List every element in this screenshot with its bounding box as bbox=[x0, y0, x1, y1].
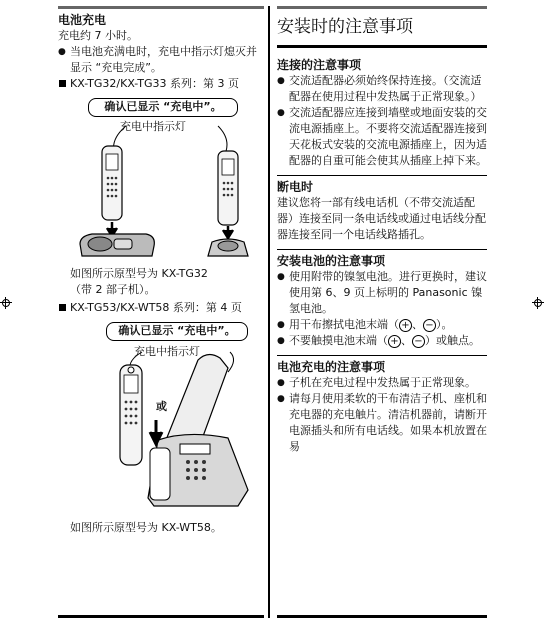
battery-charging-heading: 电池充电 bbox=[58, 13, 107, 27]
bottom-rule-right bbox=[277, 615, 487, 618]
charging-note-bullet-1: ● 子机在充电过程中发热属于正常现象。 bbox=[277, 375, 487, 391]
plus-terminal-icon: + bbox=[399, 319, 412, 332]
section-battery-install-heading: 安装电池的注意事项 bbox=[277, 249, 487, 269]
top-rule-right bbox=[277, 6, 487, 9]
plus-terminal-icon-2: + bbox=[388, 335, 401, 348]
minus-terminal-icon-2: − bbox=[412, 335, 425, 348]
registration-mark-left bbox=[0, 297, 12, 309]
figure-tg32 bbox=[58, 96, 264, 266]
battery-bullet-3-pre: 不要触摸电池末端（ bbox=[289, 334, 388, 347]
corded-phone-shape bbox=[148, 354, 248, 506]
section-connection-heading: 连接的注意事项 bbox=[277, 58, 362, 72]
wt58-handset-shape bbox=[120, 365, 142, 465]
caption-tg32-note: （带 2 部子机）。 bbox=[70, 283, 156, 296]
section-connection bbox=[277, 54, 487, 169]
section-battery-install bbox=[277, 249, 487, 349]
or-label: 或 bbox=[156, 400, 167, 413]
connection-bullet-2: ● 交流适配器应连接到墙壁或地面安装的交流电源插座上。不要将交流适配器连接到天花板式安装的交流电源插座上，因为适配器的自重可能会使其从插座上掉下来。 bbox=[277, 105, 487, 169]
charger-shape bbox=[208, 239, 248, 256]
column-divider bbox=[268, 6, 270, 618]
handset-1-shape bbox=[102, 146, 122, 220]
caption-tg32: 如图所示原型号为 KX-TG32 bbox=[70, 267, 208, 280]
section-battery-charging bbox=[277, 355, 487, 455]
callout-confirm-charging-2: 确认已显示 “充电中”。 bbox=[106, 322, 248, 341]
power-failure-text: 建议您将一部有线电话机（不带交流适配器）连接至同一条电话线或通过电话线分配器连接至同一个电话线路插孔。 bbox=[277, 196, 486, 241]
registration-mark-right bbox=[532, 297, 544, 309]
caption-wt58: 如图所示原型号为 KX-WT58。 bbox=[70, 521, 222, 534]
handset-2-shape bbox=[218, 151, 238, 225]
battery-bullet-2 bbox=[277, 317, 487, 333]
sep-1: 、 bbox=[412, 318, 423, 331]
section-battery-charging-heading: 电池充电的注意事项 bbox=[277, 355, 487, 375]
series-tg53-line: KX-TG53/KX-WT58 系列：第 4 页 bbox=[58, 300, 264, 316]
charge-time-text: 充电约 7 小时。 bbox=[58, 29, 138, 42]
section-power-failure-heading: 断电时 bbox=[277, 175, 487, 195]
page-title: 安装时的注意事项 bbox=[277, 15, 487, 48]
left-column bbox=[58, 6, 264, 618]
battery-bullet-3-post: ）或触点。 bbox=[425, 334, 480, 347]
charging-bullets bbox=[58, 44, 264, 76]
base-unit-shape bbox=[80, 234, 154, 256]
wt58-illustration bbox=[58, 320, 264, 520]
sep-2: 、 bbox=[401, 334, 412, 347]
battery-bullet-2-pre: 用干布擦拭电池末端（ bbox=[289, 318, 399, 331]
bullet-full-charge: ● 当电池充满电时，充电中指示灯熄灭并显示 “充电完成”。 bbox=[58, 44, 264, 76]
tg32-illustration bbox=[58, 96, 264, 266]
battery-bullet-3 bbox=[277, 333, 487, 349]
right-column bbox=[277, 6, 487, 618]
series-tg32-line: KX-TG32/KX-TG33 系列：第 3 页 bbox=[58, 76, 264, 92]
bottom-rule-left bbox=[58, 615, 264, 618]
battery-bullet-1: ● 使用附带的镍氢电池。进行更换时，建议使用第 6、9 页上标明的 Panasonic 镍氢电池。 bbox=[277, 269, 487, 317]
figure-wt58 bbox=[58, 320, 264, 520]
battery-bullet-2-post: ）。 bbox=[436, 318, 453, 331]
callout-confirm-charging: 确认已显示 “充电中”。 bbox=[88, 98, 238, 117]
charging-note-bullet-2: ● 请每月使用柔软的干布清洁子机、座机和充电器的充电触片。清洁机器前，请断开电源插头和所有电话线。如果本机放置在易 bbox=[277, 391, 487, 455]
minus-terminal-icon: − bbox=[423, 319, 436, 332]
connection-bullet-1: ● 交流适配器必须始终保持连接。（交流适配器在使用过程中发热属于正常现象。） bbox=[277, 73, 487, 105]
top-rule bbox=[58, 6, 264, 9]
charging-indicator-label-2: 充电中指示灯 bbox=[134, 345, 200, 358]
section-power-failure bbox=[277, 175, 487, 243]
charging-indicator-label: 充电中指示灯 bbox=[120, 120, 186, 133]
